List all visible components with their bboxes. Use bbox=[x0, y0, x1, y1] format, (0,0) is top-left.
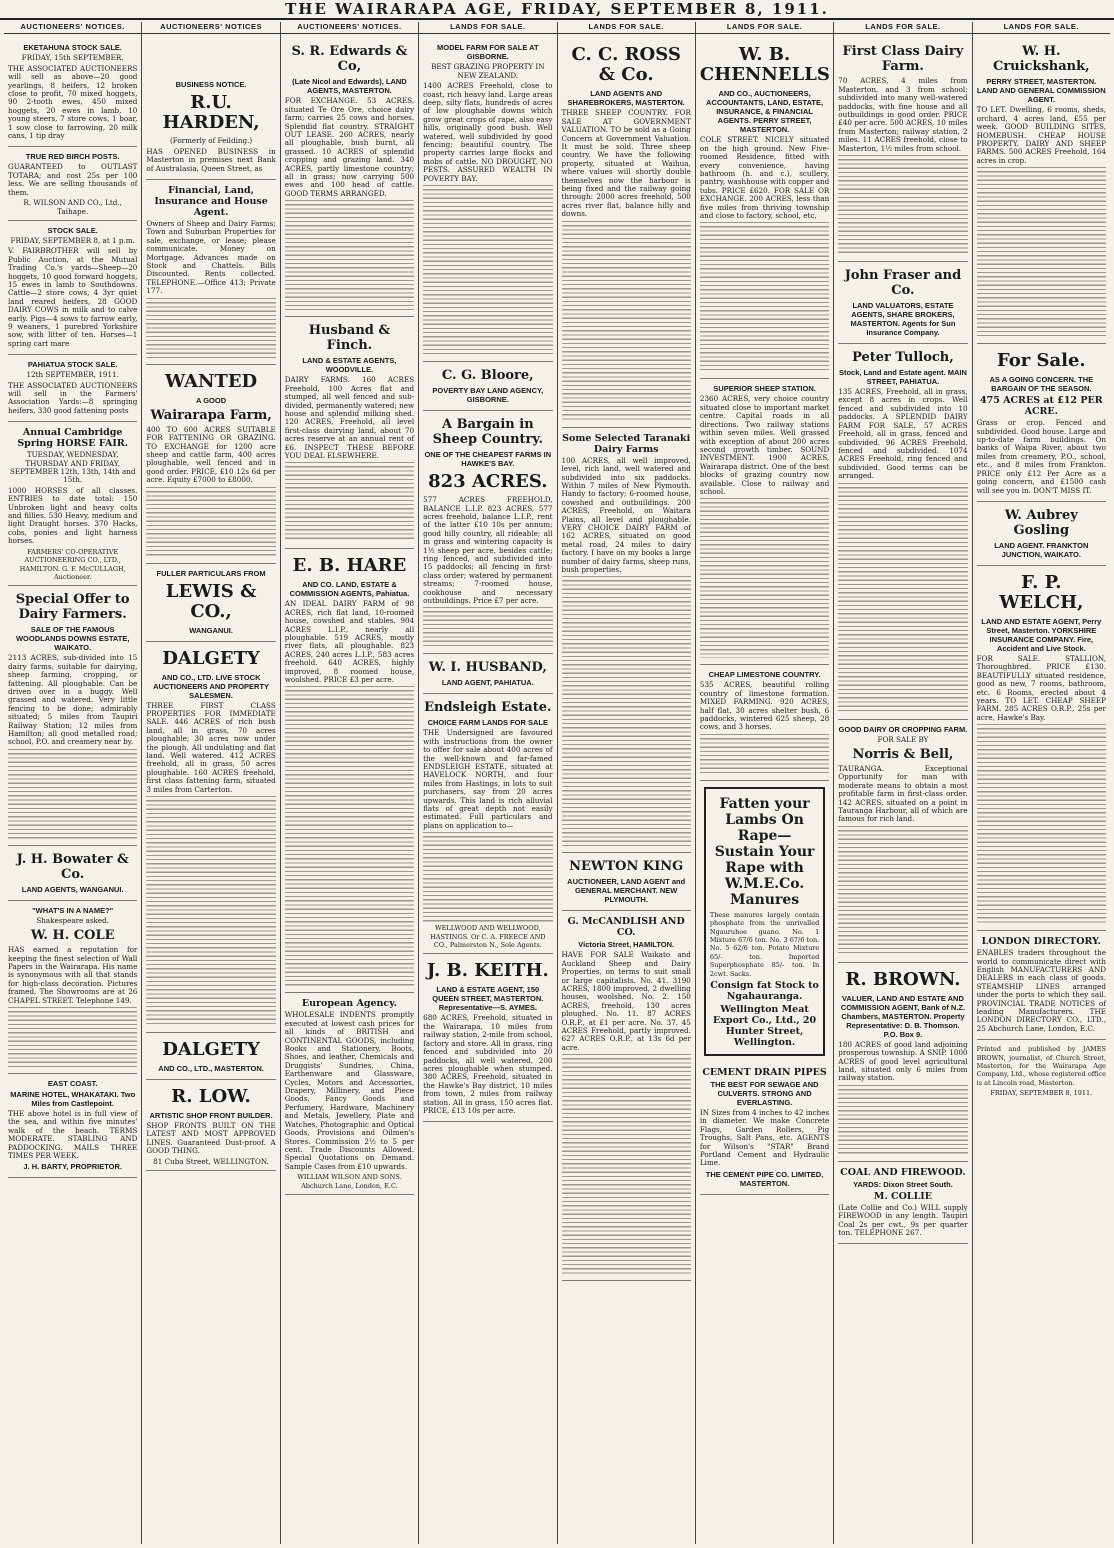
ad-title: F. P. WELCH, bbox=[999, 571, 1084, 613]
ad-title: S. R. Edwards & Co, bbox=[291, 44, 408, 75]
column-header: AUCTIONEERS' NOTICES. bbox=[281, 22, 418, 34]
ad-title: Some Selected Taranaki Dairy Farms bbox=[562, 432, 691, 455]
ad-title: R. LOW. bbox=[171, 1086, 251, 1107]
column-header: AUCTIONEERS' NOTICES. bbox=[4, 22, 141, 34]
ad-r-brown bbox=[838, 963, 967, 1162]
ad-footer: 81 Cuba Street, WELLINGTON. bbox=[153, 1156, 269, 1166]
ad-title: Fatten your Lambs On Rape—Sustain Your Rape with W.M.E.Co. Manures bbox=[714, 795, 815, 908]
ad-subtitle: LAND AGENT. FRANKTON JUNCTION, WAIKATO. bbox=[994, 540, 1089, 559]
ad-norris-bell bbox=[838, 720, 967, 963]
ad-body: COLE STREET. NICELY situated on the high ground. New Five-roomed Residence, fitted with every convenience, having bathroom (h. and c.), scullery, pantry, washhouse with copper and tubs. PRICE £620. FOR SALE OR EXCHANGE. 200 ACRES, less than five miles from thriving township and close to factory, school, etc. bbox=[699, 135, 830, 221]
ad-dalgety-masterton bbox=[146, 1033, 275, 1080]
column-header: LANDS FOR SALE. bbox=[419, 22, 556, 34]
ad-european-agency bbox=[285, 993, 414, 1195]
ad-body: WHOLESALE INDENTS promptly executed at lowest cash prices for all kinds of BRITISH and CONTINENTAL GOODS, including Books and Stationery, Boots, Shoes, and leather, Chemicals and Druggists' Sundries, China, Earthenware and Glassware, Cycles, Motors and Accessories, Drapery, Millinery, and Piece Goods, Fancy Goods and Perfumery, Hardware, Machinery and Metals, Jewellery, Plate and Watches, Photographic and Optical Goods, Provisions and Oilmen's Stores. Commission 2½ to 5 per cent. Trade Discounts Allowed. Special Quotations on Demand. Sample Cases from £10 upwards. bbox=[284, 1010, 415, 1171]
ad-title: Special Offer to Dairy Farmers. bbox=[15, 592, 130, 623]
ad-subtitle: CHOICE FARM LANDS FOR SALE bbox=[427, 718, 549, 728]
ad-title: Husband & Finch. bbox=[308, 323, 391, 354]
ad-body: (Late Collie and Co.) WILL supply FIREWOOD in any length. Taupiri Coal 2s per cwt., 9s per quarter ton. TELEPHONE 267. bbox=[838, 1202, 968, 1238]
ad-subtitle: AND CO. LAND, ESTATE & COMMISSION AGENTS, Pahiatua. bbox=[289, 580, 410, 599]
column-text-fill bbox=[146, 487, 275, 557]
ad-footer: Wellington Meat Export Co., Ltd., 20 Hunter Street, Wellington. bbox=[713, 1004, 817, 1049]
ad-body: Grass or crop. Fenced and subdivided. Good house. Large and up-to-date farm buildings. On banks of Waipa River, about two miles from creamery, P.O., school, etc., and 8 miles from Frankton. PRICE only £12 Per Acre as a going concern, and £1500 cash will see you in. DON'T MISS IT. bbox=[976, 418, 1106, 495]
ad-subtitle: LAND AGENT, PAHIATUA. bbox=[441, 678, 534, 688]
ad-title: J. B. KEITH. bbox=[426, 960, 549, 982]
column-text-fill bbox=[700, 734, 829, 774]
ad-body: THE Undersigned are favoured with instructions from the owner to offer for sale about 400 acres of the well-known and far-famed ENDSLEIGH ESTATE, situated at HAVELOCK NORTH, and four miles from Hastings, in lots to suit purchasers, say from 20 acres upwards. This land is rich alluvial flats of great depth not easily estimated. Full particulars and plans on application to— bbox=[423, 728, 553, 830]
ad-subtitle: Stock, Land and Estate agent. MAIN STREET, PAHIATUA. bbox=[838, 368, 967, 387]
ad-husband-finch bbox=[285, 317, 414, 549]
ad-subtitle: LAND AGENTS AND SHAREBROKERS, MASTERTON. bbox=[567, 89, 685, 108]
ad-subtitle: TUESDAY, WEDNESDAY, THURSDAY AND FRIDAY, SEPTEMBER 12th, 13th, 14th and 15th. bbox=[9, 450, 136, 485]
ad-endsleigh bbox=[423, 694, 552, 954]
ad-name: Norris & Bell, bbox=[852, 746, 954, 762]
column-text-fill bbox=[562, 576, 691, 846]
ad-subtitle: (Late Nicol and Edwards), LAND AGENTS, MASTERTON. bbox=[292, 77, 407, 96]
ad-harden bbox=[146, 38, 275, 180]
ad-body: 1000 HORSES of all classes. ENTRIES to date total: 150 Unbroken light and heavy colts and fillies. 530 Heavy, medium and light Draught horses. 370 Hacks, cobs, ponies and light harness horses. bbox=[8, 485, 138, 546]
ad-subtitle: 12th SEPTEMBER, 1911. bbox=[26, 370, 119, 380]
column-7 bbox=[834, 22, 972, 1544]
ad-body: THREE SHEEP COUNTRY. FOR SALE AT GOVERNMENT VALUATION. TO be sold as a Going Concern at Government Valuation. It must be sold. Three sheep country. We have the following property, situated at Waihua, where values will shortly double themselves now the harbour is being fixed and the railway going through: 2000 acres freehold, 500 acres river flat, balance hilly and downs. bbox=[561, 108, 691, 219]
ad-title: Financial, Land, Insurance and House Agent. bbox=[154, 185, 268, 219]
ad-title: Peter Tulloch, bbox=[852, 350, 954, 366]
ad-subtitle: MARINE HOTEL, WHAKATAKI. Two Miles from Castlepoint. bbox=[10, 1090, 136, 1109]
ad-cruickshank bbox=[977, 38, 1106, 344]
ad-title: DALGETY bbox=[162, 1039, 260, 1060]
ad-title: "WHAT'S IN A NAME?" bbox=[32, 905, 114, 915]
ad-title: E. B. HARE bbox=[292, 555, 407, 577]
ad-subtitle: AND CO., AUCTIONEERS, ACCOUNTANTS, LAND, ESTATE, INSURANCE, & FINANCIAL AGENTS. PERRY STREET, MASTERTON. bbox=[706, 89, 824, 135]
ad-subtitle: POVERTY BAY LAND AGENCY, GISBORNE. bbox=[432, 386, 544, 405]
ad-subtitle: WANGANUI. bbox=[189, 625, 233, 635]
imprint-text: Printed and published by JAMES BROWN, journalist, of Church Street, Masterton, for the Wairarapa Age Company, Ltd., whose registered office is at Lincoln road, Masterton. bbox=[976, 1045, 1106, 1087]
ad-name: Wairarapa Farm, bbox=[150, 407, 272, 423]
ad-subtitle: Shakespeare asked. bbox=[36, 915, 110, 925]
column-text-fill bbox=[285, 686, 414, 986]
ad-subtitle: Victoria Street, HAMILTON. bbox=[578, 940, 675, 950]
ad-stock-sale bbox=[8, 221, 137, 355]
column-6 bbox=[696, 22, 834, 1544]
column-text-fill bbox=[977, 724, 1106, 924]
ad-title: BUSINESS NOTICE. bbox=[175, 80, 247, 90]
ad-title: MODEL FARM FOR SALE AT GISBORNE. bbox=[437, 43, 539, 62]
ad-body: 70 ACRES, 4 miles from Masterton, and 3 from school; subdivided into many well-watered paddocks, with fine house and all outbuildings in good order. PRICE £40 per acre. 500 ACRES, 10 miles from Masterton; railway station, 2 miles. 11 ACRES freehold, close to Masterton, 1½ miles from school. bbox=[838, 76, 968, 153]
ad-body: FOR SALE. STALLION, Thoroughbred. PRICE £130. BEAUTIFULLY situated residence, good as new, 7 rooms, bathroom, etc. 6 Rooms, erected about 4 years. TO LET. CHEAP SHEEP FARM. 285 ACRES O.R.P., 25s per acre, Hawke's Bay. bbox=[976, 653, 1106, 722]
ad-body: SHOP FRONTS BUILT ON THE LATEST AND MOST APPROVED LINES. Guaranteed Dust-proof. A GOOD THING. bbox=[146, 1121, 276, 1156]
ad-title: W. B. CHENNELLS bbox=[699, 44, 830, 86]
ad-title: W. H. Cruickshank, bbox=[992, 44, 1090, 75]
ad-body: IN Sizes from 4 inches to 42 inches in diameter. We make Concrete Flags, Garden Rollers, Pig Troughs, Salt Pans, etc. AGENTS for Wilson's "STAR" Brand Portland Cement and Hydraulic Lime. bbox=[699, 1108, 830, 1168]
column-text-fill bbox=[423, 832, 552, 922]
column-text-fill bbox=[285, 200, 414, 310]
ad-body: V. FAIRBROTHER will sell by Public Auction, at the Mutual Trading Co.'s yards—Sheep—20 hoggets, 10 good forward hoggets, 15 ewes in lamb to Southdowns. Cattle—2 store cows, 4 3yr quiet land reared heifers, 28 GOOD DAIRY COWS in milk and to calve early. Pigs—4 sows to farrow early, 9 weaners, 1 purebred Yorkshire sow, with litter of ten. Horses—1 spring cart mare bbox=[8, 246, 138, 348]
ad-body: ENABLES traders throughout the world to communicate direct with English MANUFACTURERS AND DEALERS in each class of goods. STEAMSHIP LINES arranged under the ports to which they sail. PROVINCIAL TRADE NOTICES of leading Manufacturers. THE LONDON DIRECTORY CO., LTD., 25 Abchurch Lane, London, E.C. bbox=[976, 948, 1106, 1033]
ad-eketahuna-stock-sale bbox=[8, 38, 137, 147]
ad-body: 2360 ACRES, very choice country situated close to important market centre. Capital roads in all directions. Two railway stations within seven miles. Well grassed with exception of about 200 acres second growth timber. SOUND INVESTMENT. 1900 ACRES, Wairarapa district. One of the best blocks of grazing country now available. Close to railway and school. bbox=[699, 394, 830, 496]
ad-title: TRUE RED BIRCH POSTS. bbox=[25, 152, 120, 162]
ad-john-fraser bbox=[838, 262, 967, 344]
ad-title: EAST COAST. bbox=[47, 1079, 98, 1089]
ad-taranaki bbox=[562, 428, 691, 854]
ad-financial-agent bbox=[146, 180, 275, 365]
imprint-date: FRIDAY, SEPTEMBER 8, 1911. bbox=[990, 1089, 1093, 1098]
ad-bowater bbox=[8, 846, 137, 901]
column-text-fill bbox=[146, 298, 275, 358]
ad-title: For Sale. bbox=[996, 350, 1086, 372]
ad-for-sale-475 bbox=[977, 344, 1106, 502]
masthead-title: THE WAIRARAPA AGE, FRIDAY, SEPTEMBER 8, 1911. bbox=[285, 0, 829, 18]
ad-body: TO LET. Dwelling, 6 rooms, sheds, orchard, 4 acres land, £55 per week. GOOD BUILDING SITES, HOMEBUSH. CHEAP HOUSE PROPERTY. DAIRY AND SHEEP FARMS. 500 ACRES Freehold, 164 acres in crop. bbox=[976, 105, 1106, 165]
ad-body: HAS earned a reputation for keeping the finest selection of Wall Papers in the Wairarapa. His name is synonymous with all that stands for high-class decoration. Pictures framed. The Showrooms are at 26 CHAPEL STREET. Telephone 149. bbox=[8, 945, 138, 1005]
ad-title: SUPERIOR SHEEP STATION. bbox=[713, 384, 816, 394]
ad-title: J. H. Bowater & Co. bbox=[16, 851, 129, 882]
ad-title: W. Aubrey Gosling bbox=[1004, 507, 1078, 538]
ad-name: 823 ACRES. bbox=[428, 471, 548, 493]
ad-subtitle: AUCTIONEER, LAND AGENT and GENERAL MERCHANT. NEW PLYMOUTH. bbox=[567, 877, 686, 905]
ad-body: 1400 ACRES Freehold, close to coast, rich heavy land. Large areas deep, silty flats, hundreds of acres of low ploughable downs which grow great crops of rape, also easy hills, originally good bush. Well watered, well subdivided by good fencing; beautiful country. The property carries large flocks and mobs of cattle. NO DROUGHT, NO PESTS. ASSURED WEALTH IN POVERTY BAY. bbox=[423, 81, 553, 183]
ad-subtitle: LAND & ESTATE AGENTS, WOODVILLE. bbox=[302, 356, 397, 375]
ad-body: HAVE FOR SALE Waikato and Auckland Sheep and Dairy Properties, on terms to suit small or large capitalists. No. 41. 3190 ACRES, 1800 improved, 2 dwelling houses, woolshed. No. 2. 150 ACRES, freehold, 130 acres ploughed. No. 11. 87 ACRES O.R.P., at £1 per acre. No. 37. 45 ACRES Freehold, partly improved. 627 ACRES O.R.P., at 13s 6d per acre. bbox=[561, 950, 691, 1052]
ad-title: European Agency. bbox=[301, 998, 397, 1010]
column-5 bbox=[558, 22, 696, 1544]
masthead bbox=[0, 0, 1114, 20]
ad-first-class-dairy bbox=[838, 38, 967, 262]
ad-title: DALGETY bbox=[162, 647, 260, 669]
ad-body: THREE FIRST CLASS PROPERTIES FOR IMMEDIATE SALE. 446 ACRES of rich bush land, all in grass, 70 acres ploughable; 30 acres now under the plough. All undulating and flat land. Well watered. 412 ACRES freehold, all in grass, 50 acres ploughable. 160 ACRES freehold, first class fattening farm, situated 3 miles from Carterton. bbox=[146, 700, 276, 794]
column-text-fill bbox=[146, 796, 275, 1026]
ad-title: WANTED bbox=[164, 370, 258, 392]
ad-cement-pipes bbox=[700, 1062, 829, 1195]
ad-title: CEMENT DRAIN PIPES bbox=[702, 1067, 827, 1079]
ad-subtitle: AS A GOING CONCERN. THE BARGAIN OF THE SEASON. bbox=[989, 375, 1094, 394]
ad-subtitle: A GOOD bbox=[195, 395, 227, 405]
ad-subtitle: LAND AGENTS, WANGANUI. bbox=[21, 884, 124, 894]
column-text-fill bbox=[423, 185, 552, 355]
ad-subtitle: BEST GRAZING PROPERTY IN NEW ZEALAND. bbox=[431, 62, 545, 80]
ad-name: R.U. HARDEN, bbox=[162, 92, 260, 134]
ad-title: PAHIATUA STOCK SALE. bbox=[27, 360, 118, 370]
ad-name: Consign fat Stock to Ngahauranga. bbox=[710, 980, 819, 1003]
ad-coal-firewood bbox=[838, 1162, 967, 1245]
ad-title: FULLER PARTICULARS FROM bbox=[156, 568, 266, 578]
ad-body: THE ASSOCIATED AUCTIONEERS will sell in the Farmers' Association Yards:—8 springing heifers, 330 good fattening posts bbox=[8, 380, 138, 415]
column-header: LANDS FOR SALE. bbox=[834, 22, 971, 34]
ad-london-directory bbox=[977, 931, 1106, 1040]
ad-title: EKETAHUNA STOCK SALE. bbox=[23, 43, 122, 53]
ad-name: M. COLLIE bbox=[873, 1190, 932, 1202]
ad-cc-ross bbox=[562, 38, 691, 427]
column-1 bbox=[4, 22, 142, 1544]
ad-title: C. C. ROSS & Co. bbox=[571, 44, 681, 86]
column-2 bbox=[142, 22, 280, 1544]
ad-body: 2113 ACRES, sub-divided into 15 dairy farms, suitable for dairying, sheep farming, cropping, or fattening. All ploughable. Can be driven over in a buggy. Well grassed and watered. Very little fencing to be done; admirably situated; 5 miles from Taupiri Railway Station; 12 miles from Hamilton; all good metalled road; school, P.O. and creamery near by. bbox=[8, 653, 138, 747]
ad-mccandlish bbox=[562, 911, 691, 1281]
ad-footer: FARMERS' CO-OPERATIVE AUCTIONEERING CO., LTD., HAMILTON. G. F. McCULLAGH, Auctioneer. bbox=[19, 547, 126, 581]
ad-subtitle: PERRY STREET, MASTERTON. LAND AND GENERAL COMMISSION AGENT. bbox=[976, 77, 1106, 105]
ad-subtitle: AND CO., LTD., MASTERTON. bbox=[158, 1064, 264, 1073]
column-header: LANDS FOR SALE. bbox=[973, 22, 1110, 34]
ad-dalgety bbox=[146, 642, 275, 1033]
ad-horse-fair bbox=[8, 422, 137, 586]
ad-title: LONDON DIRECTORY. bbox=[981, 936, 1101, 948]
ad-footer: R. WILSON AND CO., Ltd., Taihape. bbox=[23, 198, 122, 216]
column-header: LANDS FOR SALE. bbox=[696, 22, 833, 34]
column-header: AUCTIONEERS' NOTICES bbox=[142, 22, 279, 34]
ad-body: 135 ACRES, Freehold, all in grass, except 8 acres in crops. Well fenced and subdivided into 10 paddocks. A SPLENDID DAIRY FARM FOR SALE. 57 ACRES Freehold, all in grass, fenced and subdivided. 96 ACRES Freehold, fenced and subdivided. 1074 ACRES Freehold, ring fenced and subdivided. Good terms can be arranged. bbox=[838, 387, 968, 481]
ad-body: Owners of Sheep and Dairy Farms; Town and Suburban Properties for sale, exchange, or lease; please communicate. Money on Mortgage. Advances made on Stock and Chattels. Bills Discounted. Rents collected. TELEPHONE.—Office 413; Private 177. bbox=[146, 219, 276, 296]
ad-title: First Class Dairy Farm. bbox=[842, 44, 964, 75]
column-text-fill bbox=[562, 221, 691, 421]
ad-subtitle: ONE OF THE CHEAPEST FARMS IN HAWKE'S BAY. bbox=[424, 450, 552, 469]
ad-subtitle: (Formerly of Feilding.) bbox=[169, 136, 253, 146]
column-text-fill bbox=[8, 749, 137, 839]
ad-bloore bbox=[423, 362, 552, 411]
ad-title: A Bargain in Sheep Country. bbox=[432, 417, 543, 448]
ad-newton-king bbox=[562, 853, 691, 911]
ad-body: 680 ACRES, Freehold, situated in the Wairarapa, 10 miles from railway station, 2-mile from school, factory and store. All in grass, ring fenced and subdivided into 20 paddocks, all well watered, 200 acres ploughable when stumped. 380 ACRES, Freehold, situated in the Hawke's Bay district, 10 miles from town, 2 miles from railway station. All in grass, 150 acres flat. PRICE, £13 10s per acre. bbox=[423, 1013, 553, 1115]
ad-title: STOCK SALE. bbox=[47, 225, 98, 235]
ad-body: 180 ACRES of good land adjoining prosperous township. A SNIP. 1000 ACRES of good level agricultural land, situated only 6 miles from railway station. bbox=[838, 1039, 968, 1083]
ad-subtitle: AND CO., LTD. LIVE STOCK AUCTIONEERS AND PROPERTY SALESMEN. bbox=[153, 672, 270, 700]
column-text-fill bbox=[700, 498, 829, 658]
column-4 bbox=[419, 22, 557, 1544]
ad-body: 535 ACRES, beautiful rolling country of limestone formation. MIXED FARMING. 920 ACRES, half flat, 30 acres shelter bush, 6 paddocks, wintered 625 sheep, 28 cows, and 3 horses. bbox=[699, 680, 830, 732]
ad-subtitle: LAND VALUATORS, ESTATE AGENTS, SHARE BROKERS, MASTERTON. Agents for Sun Insurance Company. bbox=[850, 301, 956, 338]
ad-subtitle: LAND & ESTATE AGENT, 150 QUEEN STREET, MASTERTON. Representative—S. AYMES. bbox=[432, 985, 544, 1013]
ad-red-birch-posts bbox=[8, 147, 137, 220]
ad-eb-hare bbox=[285, 549, 414, 993]
ad-pahiatua-stock-sale bbox=[8, 355, 137, 422]
ad-marine-hotel bbox=[8, 1074, 137, 1178]
ad-body: These manures largely contain phosphate from the unrivalled Ngauruhoe guano. No. 1 Mixture 67/6 ton. No. 3 67/6 ton. No. 5 62/6 ton. Potato Mixture 65/- ton. Imported Superphosphate 85/- ton. In 2cwt. Sacks. bbox=[709, 910, 820, 978]
column-text-fill bbox=[423, 607, 552, 647]
ad-lewis bbox=[146, 564, 275, 642]
ad-title: CHEAP LIMESTONE COUNTRY. bbox=[708, 670, 821, 680]
ad-peter-tulloch bbox=[838, 344, 967, 719]
column-8 bbox=[973, 22, 1110, 1544]
newspaper-columns bbox=[4, 22, 1110, 1544]
ad-subtitle: FOR SALE BY bbox=[877, 734, 929, 744]
ad-footer: J. H. BARTY, PROPRIETOR. bbox=[23, 1162, 122, 1172]
ad-subtitle: YARDS: Dixon Street South. bbox=[853, 1179, 953, 1189]
ad-wi-husband bbox=[423, 654, 552, 694]
ad-edwards bbox=[285, 38, 414, 317]
ad-body: 400 TO 600 ACRES SUITABLE FOR FATTENING OR GRAZING. TO EXCHANGE for 1200 acre sheep and cattle farm, 400 acres ploughable, well fenced and in good order. PRICE, £10 12s 6d per acre. Equity £7000 to £8000. bbox=[146, 424, 276, 485]
ad-title: C. G. Bloore, bbox=[441, 368, 534, 384]
ad-subtitle: SALE OF THE FAMOUS WOODLANDS DOWNS ESTATE, WAIKATO. bbox=[15, 625, 130, 653]
ad-special-offer bbox=[8, 586, 137, 845]
ad-name: LEWIS & CO., bbox=[165, 580, 257, 622]
column-text-fill bbox=[8, 1007, 137, 1067]
ad-subtitle: LAND AND ESTATE AGENT, Perry Street, Masterton. YORKSHIRE INSURANCE COMPANY. Fire, Accident and Live Stock. bbox=[981, 616, 1102, 653]
ad-subtitle: ARTISTIC SHOP FRONT BUILDER. bbox=[149, 1111, 273, 1120]
ad-body: 100 ACRES, all well improved, level, rich land, well watered and subdivided into six paddocks. Within 7 miles of New Plymouth. Handy to factory; 6-roomed house, cowshed and outbuildings. 200 ACRES, Freehold, on Waitara Plains, all level and ploughable. VERY CHOICE DAIRY FARM of 162 ACRES, situated on good metal road, 24 miles to dairy factory. I have on my books a large number of dairy farms, sheep runs, bush properties. bbox=[561, 455, 691, 574]
ad-wanted-farm bbox=[146, 365, 275, 564]
ad-chennells bbox=[700, 38, 829, 379]
ad-title: John Fraser and Co. bbox=[844, 268, 962, 299]
ad-title: R. BROWN. bbox=[845, 968, 961, 990]
column-3 bbox=[281, 22, 419, 1544]
ad-footer: WILLIAM WILSON AND SONS. Abchurch Lane, London, E.C. bbox=[297, 1173, 402, 1190]
ad-title: G. McCANDLISH AND CO. bbox=[567, 916, 685, 939]
ad-title: Endsleigh Estate. bbox=[424, 700, 552, 716]
column-text-fill bbox=[285, 462, 414, 542]
ad-body: 577 ACRES FREEHOLD, BALANCE L.I.P. 823 ACRES, 577 acres freehold, balance L.I.P., rent of the latter £10 10s per annum; good hilly country, all rideable; all in grass and wintering capacity is 1½ sheep per acre, besides cattle; ring fenced, and subdivided into 15 paddocks; all fencing in first-class order; watered by permanent streams; 7-roomed house, cookhouse and necessary outbuildings. Price £7 per acre. bbox=[423, 495, 553, 605]
imprint bbox=[977, 1040, 1106, 1101]
ad-body: FOR EXCHANGE. 53 ACRES, situated Te Ore Ore, choice dairy farm; carries 25 cows and horses. Splendid flat country. STRAIGHT OUT LEASE. 260 ACRES, nearly all ploughable, bush burnt, all grassed. 10 ACRES of splendid cropping and grazing land. 340 ACRES, partly limestone country; all in grass; now carrying 500 ewes and 100 head of cattle. GOOD TERMS ARRANGED. bbox=[284, 96, 415, 198]
column-text-fill bbox=[838, 1085, 967, 1155]
ad-body: TAURANGA. Exceptional Opportunity for man with moderate means to obtain a most profitable farm in first-class order. 142 ACRES, situated on a point in Tauranga Harbour, all of which are famous for rich land. bbox=[838, 763, 968, 824]
column-text-fill bbox=[562, 1054, 691, 1274]
column-header: LANDS FOR SALE. bbox=[558, 22, 695, 34]
ad-title: NEWTON KING bbox=[569, 859, 684, 875]
ad-name: W. H. COLE bbox=[30, 928, 115, 944]
ad-manures-box bbox=[704, 787, 825, 1056]
ad-title: W. I. HUSBAND, bbox=[428, 660, 547, 676]
column-text-fill bbox=[838, 826, 967, 956]
ad-sheep-bargain bbox=[423, 411, 552, 654]
ad-subtitle: FRIDAY, 15th SEPTEMBER. bbox=[21, 53, 124, 63]
ad-name: 475 ACRES at £12 PER ACRE. bbox=[979, 395, 1103, 418]
ad-subtitle: VALUER, LAND AND ESTATE AND COMMISSION AGENT, Bank of N.Z. Chambers, MASTERTON. Property Representative: D. B. Thomson. P.O. Box 9. bbox=[840, 993, 966, 1039]
ad-footer: WELLWOOD AND WELLWOOD, HASTINGS. Or C. A. FREECE AND CO., Palmerston N., Sole Agents. bbox=[430, 924, 546, 950]
column-text-fill bbox=[838, 483, 967, 713]
ad-subtitle: FRIDAY, SEPTEMBER 8, at 1 p.m. bbox=[10, 235, 135, 245]
ad-title: GOOD DAIRY OR CROPPING FARM. bbox=[838, 724, 968, 734]
column-text-fill bbox=[838, 155, 967, 255]
ad-body: DAIRY FARMS. 160 ACRES Freehold, 100 Acres flat and stumped, all well fenced and sub-divided, permanently watered; new house and splendid milking shed. 120 ACRES, Freehold, all level first-class dairying land, about 70 acres reserve at an annual rent of £6. INSPECT THESE BEFORE YOU DEAL ELSEWHERE. bbox=[284, 375, 415, 460]
column-text-fill bbox=[977, 167, 1106, 337]
ad-body: THE above hotel is in full view of the sea, and within five minutes' walk of the beach. TERMS MODERATE. STABLING AND PADDOCKING. MAILS THREE TIMES PER WEEK. bbox=[8, 1109, 138, 1161]
ad-aubrey-gosling bbox=[977, 502, 1106, 566]
ad-body: THE ASSOCIATED AUCTIONEERS will sell as above—20 good yearlings, 8 heifers, 12 broken close to profit, 70 mixed hoggets, 90 2-tooth ewes, 450 mixed hoggets, 20 ewes in lamb, 10 young steers, 7 store cows, 1 boar, 1 sow close to farrowing, 20 milk cans, 1 tip dray bbox=[8, 63, 138, 141]
ad-sheep-station bbox=[700, 379, 829, 665]
column-text-fill bbox=[700, 222, 829, 372]
ad-r-low bbox=[146, 1080, 275, 1171]
ad-model-farm bbox=[423, 38, 552, 362]
ad-body: AN IDEAL DAIRY FARM of 98 ACRES, rich flat land, 10-roomed house, cowshed and stables. 904 ACRES L.I.P., nearly all ploughable. 519 ACRES, mostly river flats, all ploughable. 823 ACRES, 240 acres L.I.P., 583 acres freehold. 640 ACRES, highly improved, 8 roomed house, woolshed. PRICE £3 per acre. bbox=[284, 599, 415, 684]
ad-title: Annual Cambridge Spring HORSE FAIR. bbox=[17, 427, 129, 450]
ad-fp-welch bbox=[977, 566, 1106, 931]
ad-title: COAL AND FIREWOOD. bbox=[840, 1166, 966, 1178]
ad-jb-keith bbox=[423, 954, 552, 1122]
ad-wh-cole bbox=[8, 901, 137, 1074]
ad-limestone bbox=[700, 665, 829, 780]
ad-subtitle: THE BEST FOR SEWAGE AND CULVERTS. STRONG AND EVERLASTING. bbox=[710, 1080, 819, 1108]
ad-footer: THE CEMENT PIPE CO. LIMITED, MASTERTON. bbox=[705, 1169, 824, 1188]
ad-body: GUARANTEED to OUTLAST TOTARA; and cost 25s per 100 less. We are selling thousands of them. bbox=[8, 162, 138, 197]
ad-body: HAS OPENED BUSINESS in Masterton in premises next Bank of Australasia, Queen Street, as bbox=[146, 146, 276, 173]
